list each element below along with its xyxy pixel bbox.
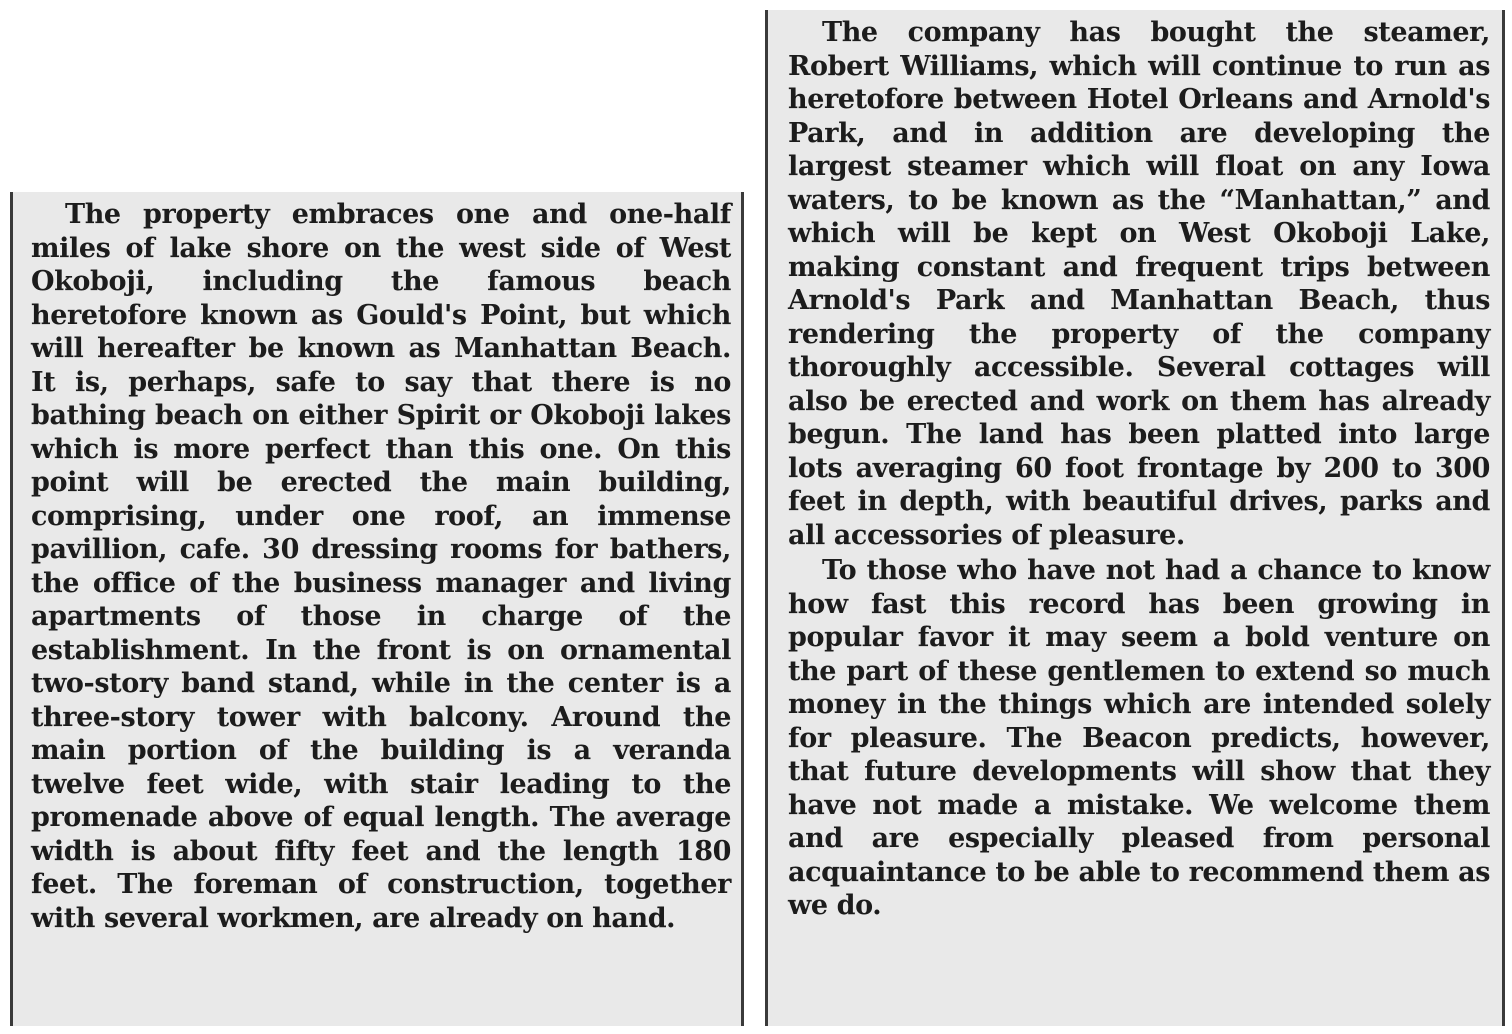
right-clipping bbox=[765, 10, 1505, 1026]
right-paragraph-1: The company has bought the steamer, Robert Williams, which will continue to run as heretofore between Hotel Orleans and Arnold's Park, and in addition are developing the largest steamer which will float on any Iowa waters, to be known as the “Manhattan,” and which will be kept on West Okoboji Lake, making constant and frequent trips between Arnold's Park and Manhattan Beach, thus rendering the property of the company thoroughly accessible. Several cottages will also be erected and work on them has already begun. The land has been platted into large lots averaging 60 foot frontage by 200 to 300 feet in depth, with beautiful drives, parks and all accessories of pleasure. bbox=[788, 17, 1490, 551]
left-paragraph-1: The property embraces one and one-half miles of lake shore on the west side of West Okoboji, including the famous beach heretofore known as Gould's Point, but which will hereafter be known as Manhattan Beach. It is, perhaps, safe to say that there is no bathing beach on either Spirit or Okoboji lakes which is more perfect than this one. On this point will be erected the main building, comprising, under one roof, an immense pavillion, cafe. 30 dressing rooms for bathers, the office of the business manager and living apartments of those in charge of the establishment. In the front is on ornamental two-story band stand, while in the center is a three-story tower with balcony. Around the main portion of the building is a veranda twelve feet wide, with stair leading to the promenade above of equal length. The average width is about fifty feet and the length 180 feet. The foreman of construction, together with several workmen, are already on hand. bbox=[31, 199, 731, 934]
right-column-text bbox=[768, 10, 1502, 923]
left-column-text bbox=[13, 192, 741, 935]
right-paragraph-2: To those who have not had a chance to know how fast this record has been growing in popular favor it may seem a bold venture on the part of these gentlemen to extend so much money in the things which are intended solely for pleasure. The Beacon predicts, however, that future developments will show that they have not made a mistake. We welcome them and are especially pleased from personal acquaintance to be able to recommend them as we do. bbox=[788, 555, 1490, 921]
left-clipping bbox=[10, 192, 744, 1026]
